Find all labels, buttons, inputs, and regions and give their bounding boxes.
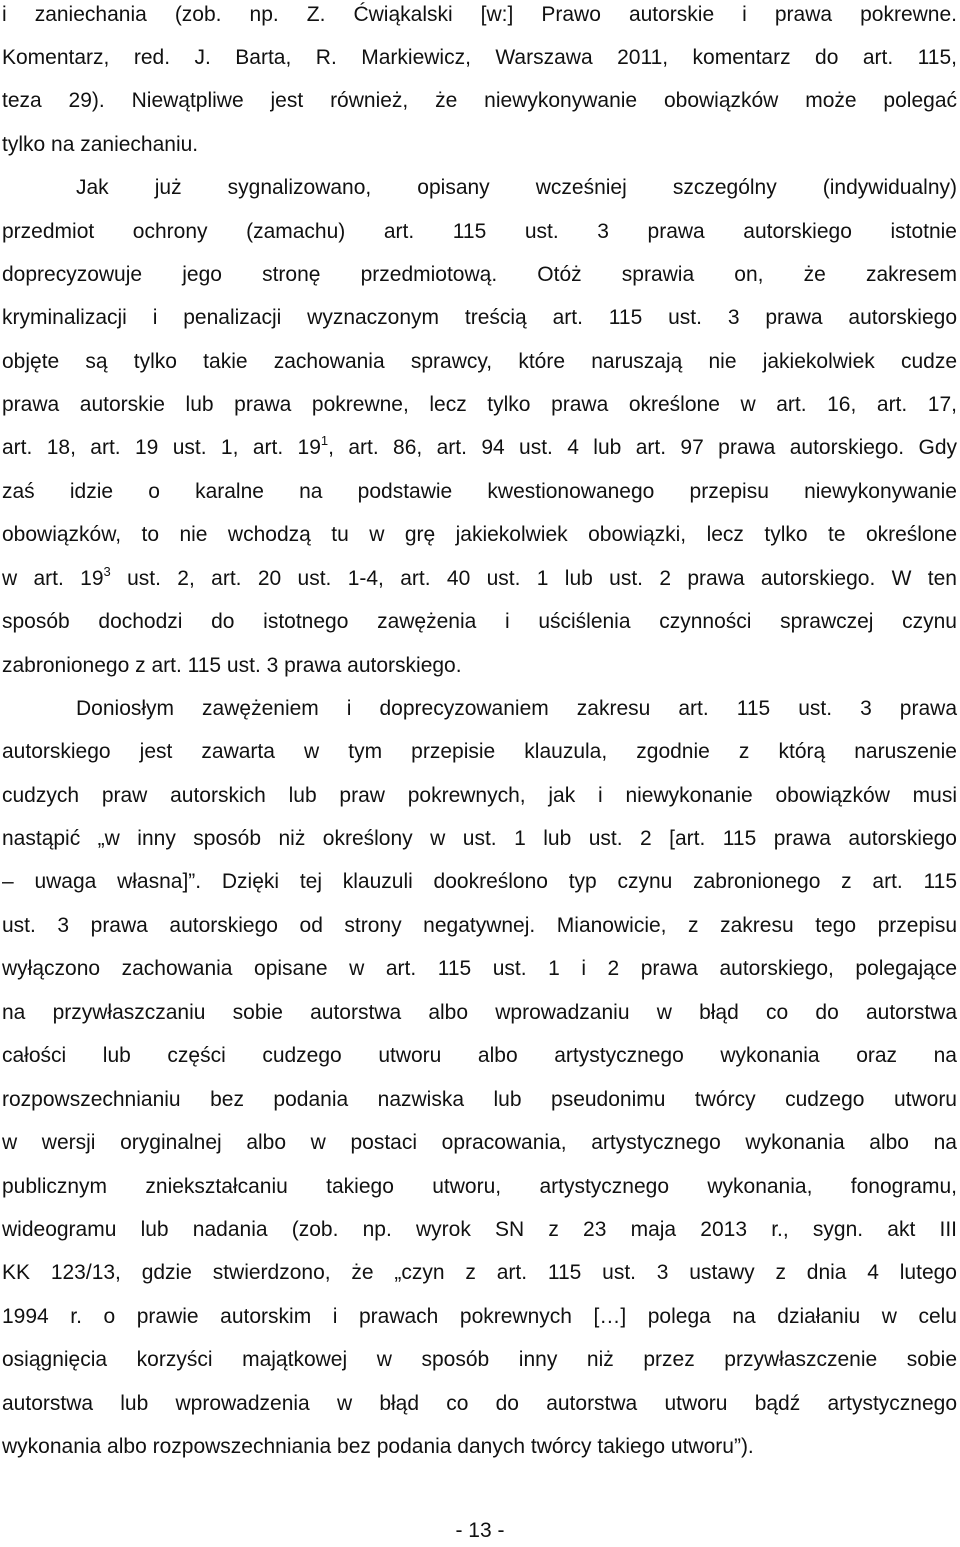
text-line: [2, 564, 957, 594]
superscript: 3: [103, 564, 111, 579]
text-line: sposób dochodzi do istotnego zawężenia i uściślenia czynności sprawczej czynu: [2, 610, 957, 633]
text-line: objęte są tylko takie zachowania sprawcy, które naruszają nie jakiekolwiek cudze: [2, 350, 957, 373]
text-line: wykonania albo rozpowszechniania bez podania danych twórcy takiego utworu”).: [2, 1435, 754, 1458]
superscript: 1: [320, 433, 329, 448]
text-line: [2, 433, 957, 463]
text-line: osiągnięcia korzyści majątkowej w sposób inny niż przez przywłaszczenie sobie: [2, 1348, 957, 1371]
page-number: - 13 -: [455, 1519, 505, 1542]
text-segment: ust. 2, art. 20 ust. 1-4, art. 40 ust. 1 lub ust. 2 prawa autorskiego. W ten: [110, 567, 957, 590]
text-line: teza 29). Niewątpliwe jest również, że niewykonywanie obowiązków może polegać: [2, 89, 957, 112]
text-line: Komentarz, red. J. Barta, R. Markiewicz, Warszawa 2011, komentarz do art. 115,: [2, 46, 957, 69]
text-line: kryminalizacji i penalizacji wyznaczonym treścią art. 115 ust. 3 prawa autorskiego: [2, 306, 957, 329]
text-line: i zaniechania (zob. np. Z. Ćwiąkalski [w:] Prawo autorskie i prawa pokrewne.: [2, 3, 957, 26]
text-line: tylko na zaniechaniu.: [2, 133, 199, 156]
text-line: doprecyzowuje jego stronę przedmiotową. Otóż sprawia on, że zakresem: [2, 263, 957, 286]
text-line: przedmiot ochrony (zamachu) art. 115 ust. 3 prawa autorskiego istotnie: [2, 220, 957, 243]
text-line: zabronionego z art. 115 ust. 3 prawa autorskiego.: [2, 654, 462, 677]
text-line: na przywłaszczaniu sobie autorstwa albo wprowadzaniu w błąd co do autorstwa: [2, 1001, 957, 1024]
text-line: całości lub części cudzego utworu albo artystycznego wykonania oraz na: [2, 1044, 957, 1067]
text-line: rozpowszechnianiu bez podania nazwiska lub pseudonimu twórcy cudzego utworu: [2, 1088, 957, 1111]
text-line: w wersji oryginalnej albo w postaci opracowania, artystycznego wykonania albo na: [2, 1131, 957, 1154]
text-segment: art. 18, art. 19 ust. 1, art. 19: [2, 436, 321, 459]
text-line: – uwaga własna]”. Dzięki tej klauzuli dookreślono typ czynu zabronionego z art. 115: [2, 870, 957, 893]
text-line: Jak już sygnalizowano, opisany wcześniej szczególny (indywidualny): [76, 176, 957, 199]
text-line: autorskiego jest zawarta w tym przepisie klauzula, zgodnie z którą naruszenie: [2, 740, 957, 763]
text-line: autorstwa lub wprowadzenia w błąd co do autorstwa utworu bądź artystycznego: [2, 1392, 957, 1415]
text-segment: w art. 19: [2, 567, 104, 590]
text-line: KK 123/13, gdzie stwierdzono, że „czyn z art. 115 ust. 3 ustawy z dnia 4 lutego: [2, 1261, 957, 1284]
text-line: wideogramu lub nadania (zob. np. wyrok SN z 23 maja 2013 r., sygn. akt III: [2, 1218, 957, 1241]
text-line: obowiązków, to nie wchodzą tu w grę jakiekolwiek obowiązki, lecz tylko te określone: [2, 523, 957, 546]
text-line: prawa autorskie lub prawa pokrewne, lecz tylko prawa określone w art. 16, art. 17,: [2, 393, 957, 416]
text-line: zaś idzie o karalne na podstawie kwestionowanego przepisu niewykonywanie: [2, 480, 957, 503]
text-line: nastąpić „w inny sposób niż określony w ust. 1 lub ust. 2 [art. 115 prawa autorskiego: [2, 827, 957, 850]
text-line: Doniosłym zawężeniem i doprecyzowaniem zakresu art. 115 ust. 3 prawa: [76, 697, 957, 720]
text-line: ust. 3 prawa autorskiego od strony negatywnej. Mianowicie, z zakresu tego przepisu: [2, 914, 957, 937]
text-line: publicznym zniekształcaniu takiego utworu, artystycznego wykonania, fonogramu,: [2, 1175, 957, 1198]
text-line: wyłączono zachowania opisane w art. 115 ust. 1 i 2 prawa autorskiego, polegające: [2, 957, 957, 980]
text-segment: , art. 86, art. 94 ust. 4 lub art. 97 prawa autorskiego. Gdy: [328, 436, 957, 459]
text-line: cudzych praw autorskich lub praw pokrewnych, jak i niewykonanie obowiązków musi: [2, 784, 957, 807]
text-line: 1994 r. o prawie autorskim i prawach pokrewnych […] polega na działaniu w celu: [2, 1305, 957, 1328]
